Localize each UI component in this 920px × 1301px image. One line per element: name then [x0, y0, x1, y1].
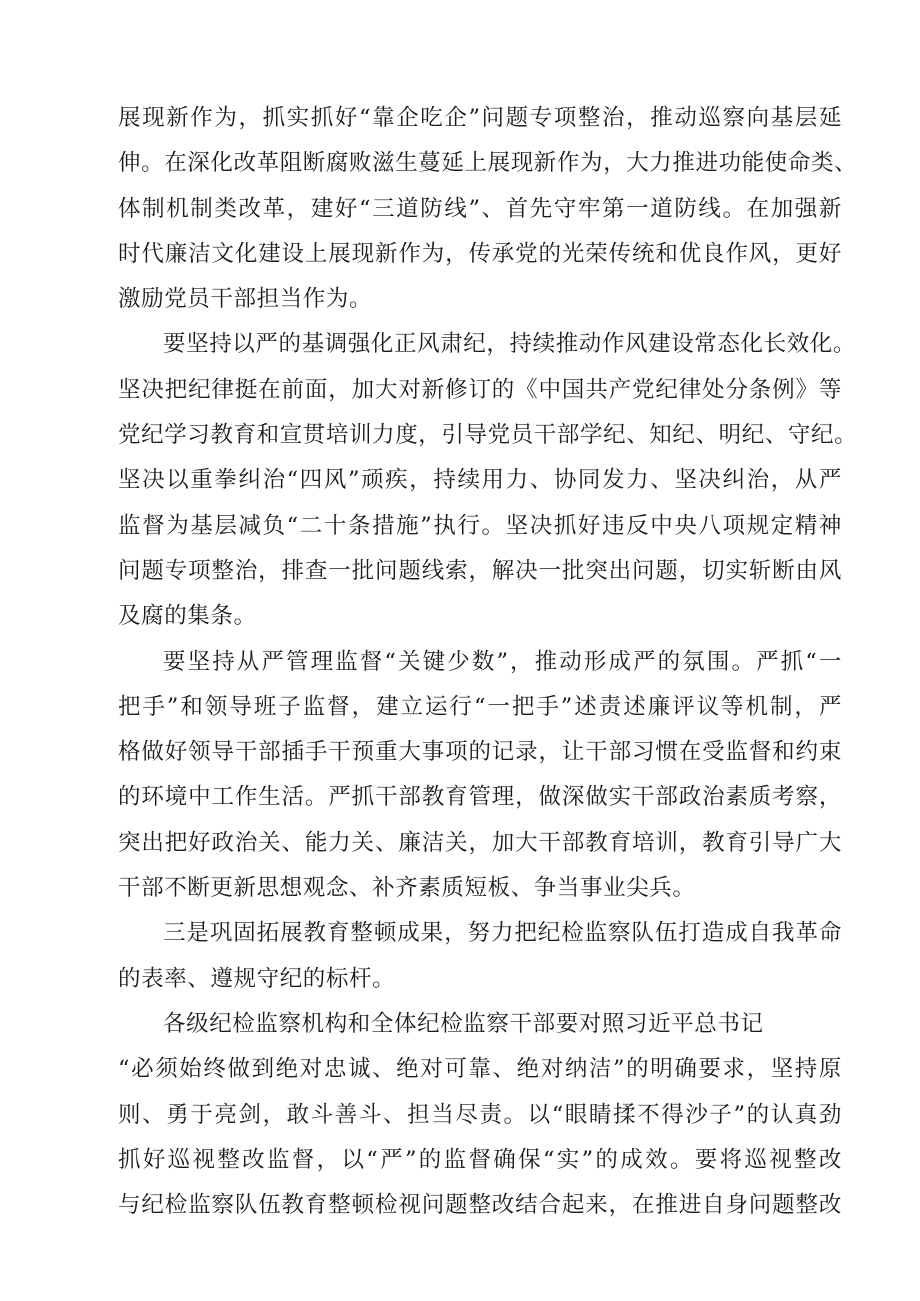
text-line: 抓好巡视整改监督，以“严”的监督确保“实”的成效。要将巡视整改 — [118, 1146, 842, 1173]
text-line: 的环境中工作生活。严抓干部教育管理，做深做实干部政治素质考察， — [118, 784, 842, 811]
text-line: 时代廉洁文化建设上展现新作为，传承党的光荣传统和优良作风，更好 — [118, 240, 842, 267]
text-line: “必须始终做到绝对忠诚、绝对可靠、绝对纳洁”的明确要求，坚持原 — [118, 1056, 842, 1083]
text-line: 及腐的集条。 — [118, 603, 257, 630]
text-line: 体制机制类改革，建好“三道防线”、首先守牢第一道防线。在加强新 — [118, 195, 842, 222]
text-line: 问题专项整治，排查一批问题线索，解决一批突出问题，切实斩断由风 — [118, 557, 842, 584]
body-text — [118, 96, 858, 1228]
text-line: 坚决以重拳纠治“四风”顽疾，持续用力、协同发力、坚决纠治，从严 — [118, 467, 842, 494]
text-line: 干部不断更新思想观念、补齐素质短板、争当事业尖兵。 — [118, 875, 696, 902]
text-line: 要坚持从严管理监督“关键少数”，推动形成严的氛围。严抓“一 — [163, 648, 842, 675]
text-line: 展现新作为，抓实抓好“靠企吃企”问题专项整治，推动巡察向基层延 — [118, 105, 842, 131]
text-line: 与纪检监察队伍教育整顿检视问题整改结合起来，在推进自身问题整改 — [118, 1192, 842, 1219]
text-line: 把手”和领导班子监督，建立运行“一把手”述责述廉评议等机制，严 — [118, 693, 842, 720]
text-line: 则、勇于亮剑，敢斗善斗、担当尽责。以“眼睛揉不得沙子”的认真劲 — [118, 1101, 842, 1128]
text-line: 突出把好政治关、能力关、廉洁关，加大干部教育培训，教育引导广大 — [118, 829, 842, 856]
text-line: 格做好领导干部插手干预重大事项的记录，让干部习惯在受监督和约束 — [118, 739, 842, 766]
text-line: 激励党员干部担当作为。 — [118, 286, 373, 313]
text-line: 党纪学习教育和宣贯培训力度，引导党员干部学纪、知纪、明纪、守纪。 — [118, 422, 858, 449]
text-line: 三是巩固拓展教育整顿成果，努力把纪检监察队伍打造成自我革命 — [163, 920, 842, 947]
text-line: 各级纪检监察机构和全体纪检监察干部要对照习近平总书记 — [163, 1010, 764, 1037]
text-line: 伸。在深化改革阻断腐败滋生蔓延上展现新作为，大力推进功能使命类、 — [118, 150, 858, 177]
text-line: 要坚持以严的基调强化正风肃纪，持续推动作风建设常态化长效化。 — [163, 331, 857, 358]
text-line: 的表率、遵规守纪的标杆。 — [118, 965, 396, 992]
text-line: 坚决把纪律挺在前面，加大对新修订的《中国共产党纪律处分条例》等 — [118, 376, 842, 403]
text-line: 监督为基层减负“二十条措施”执行。坚决抓好违反中央八项规定精神 — [118, 512, 842, 539]
